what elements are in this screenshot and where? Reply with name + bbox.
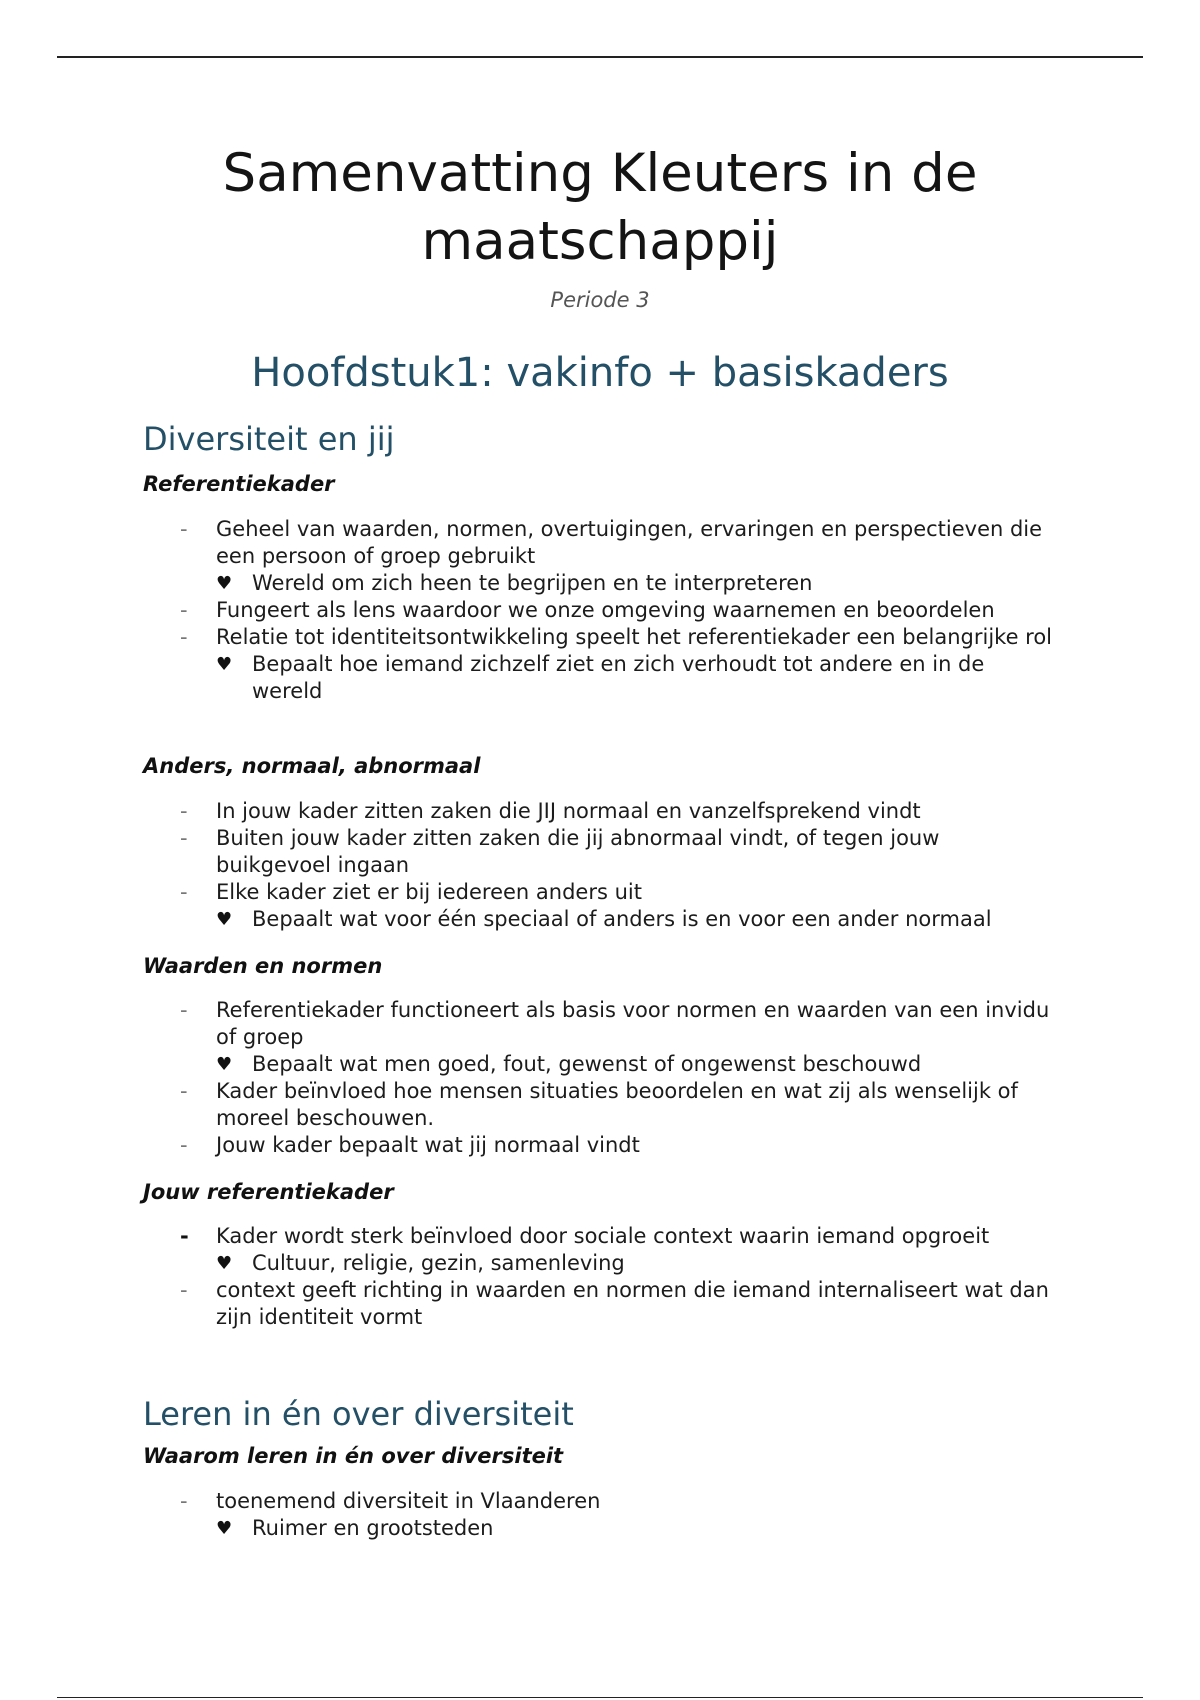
list-item: - In jouw kader zitten zaken die JIJ normaal en vanzelfsprekend vindt — [180, 799, 921, 823]
heart-icon: ♥ — [216, 909, 233, 930]
sub-list-item: ♥ Wereld om zich heen te begrijpen en te interpreteren — [216, 571, 813, 595]
subheading-jouw: Jouw referentiekader — [143, 1180, 394, 1204]
dash-bullet: - — [180, 1224, 189, 1248]
list-item: - Buiten jouw kader zitten zaken die jij abnormaal vindt, of tegen jouw buikgevoel ingaan — [180, 826, 940, 877]
document-title: Samenvatting Kleuters in de maatschappij — [222, 143, 978, 272]
top-rule — [57, 56, 1143, 58]
sub-list-item: ♥ Ruimer en grootsteden — [216, 1516, 494, 1540]
heart-icon: ♥ — [216, 1518, 233, 1539]
list-anders — [0, 798, 1200, 933]
dash-bullet: - — [180, 598, 188, 622]
dash-bullet: - — [180, 625, 188, 649]
list-referentiekader — [0, 516, 1200, 705]
list-item: - Relatie tot identiteitsontwikkeling speelt het referentiekader een belangrijke rol — [180, 625, 1053, 649]
heart-icon: ♥ — [216, 573, 233, 594]
dash-bullet: - — [180, 826, 188, 850]
section-heading-diversiteit: Diversiteit en jij — [143, 420, 395, 458]
heart-icon: ♥ — [216, 1054, 233, 1075]
list-item: - Elke kader ziet er bij iedereen anders uit — [180, 880, 642, 904]
chapter-heading: Hoofdstuk1: vakinfo + basiskaders — [251, 350, 949, 396]
dash-bullet: - — [180, 880, 188, 904]
list-item: - toenemend diversiteit in Vlaanderen — [180, 1489, 601, 1513]
list-jouw — [0, 1223, 1200, 1331]
dash-bullet: - — [180, 1133, 188, 1157]
subheading-waarden: Waarden en normen — [143, 954, 383, 978]
list-waarom — [0, 1488, 1200, 1542]
section-heading-leren: Leren in én over diversiteit — [143, 1395, 574, 1433]
list-item: - Geheel van waarden, normen, overtuigingen, ervaringen en perspectieven die een persoon of groep gebruikt — [180, 517, 1043, 568]
heart-icon: ♥ — [216, 654, 233, 675]
list-item: - Kader beïnvloed hoe mensen situaties beoordelen en wat zij als wenselijk of moreel beschouwen. — [180, 1079, 1018, 1130]
subheading-waarom: Waarom leren in én over diversiteit — [143, 1444, 564, 1468]
heart-icon: ♥ — [216, 1253, 233, 1274]
sub-list-item: ♥ Bepaalt hoe iemand zichzelf ziet en zich verhoudt tot andere en in de wereld — [216, 652, 985, 703]
list-item: - context geeft richting in waarden en normen die iemand internaliseert wat dan zijn identiteit vormt — [180, 1278, 1049, 1329]
subheading-referentiekader: Referentiekader — [143, 472, 335, 496]
subheading-anders: Anders, normaal, abnormaal — [143, 754, 481, 778]
dash-bullet: - — [180, 1489, 188, 1513]
list-item: - Referentiekader functioneert als basis voor normen en waarden van een invidu of groep — [180, 998, 1050, 1049]
list-waarden — [0, 997, 1200, 1159]
dash-bullet: - — [180, 517, 188, 541]
bottom-rule — [57, 1697, 1143, 1698]
dash-bullet: - — [180, 998, 188, 1022]
list-item: - Jouw kader bepaalt wat jij normaal vindt — [180, 1133, 640, 1157]
document-subtitle: Periode 3 — [550, 288, 650, 312]
list-item: - Kader wordt sterk beïnvloed door sociale context waarin iemand opgroeit — [180, 1224, 990, 1248]
sub-list-item: ♥ Cultuur, religie, gezin, samenleving — [216, 1251, 625, 1275]
dash-bullet: - — [180, 1079, 188, 1103]
sub-list-item: ♥ Bepaalt wat voor één speciaal of anders is en voor een ander normaal — [216, 907, 992, 931]
dash-bullet: - — [180, 1278, 188, 1302]
sub-list-item: ♥ Bepaalt wat men goed, fout, gewenst of ongewenst beschouwd — [216, 1052, 922, 1076]
dash-bullet: - — [180, 799, 188, 823]
list-item: - Fungeert als lens waardoor we onze omgeving waarnemen en beoordelen — [180, 598, 995, 622]
